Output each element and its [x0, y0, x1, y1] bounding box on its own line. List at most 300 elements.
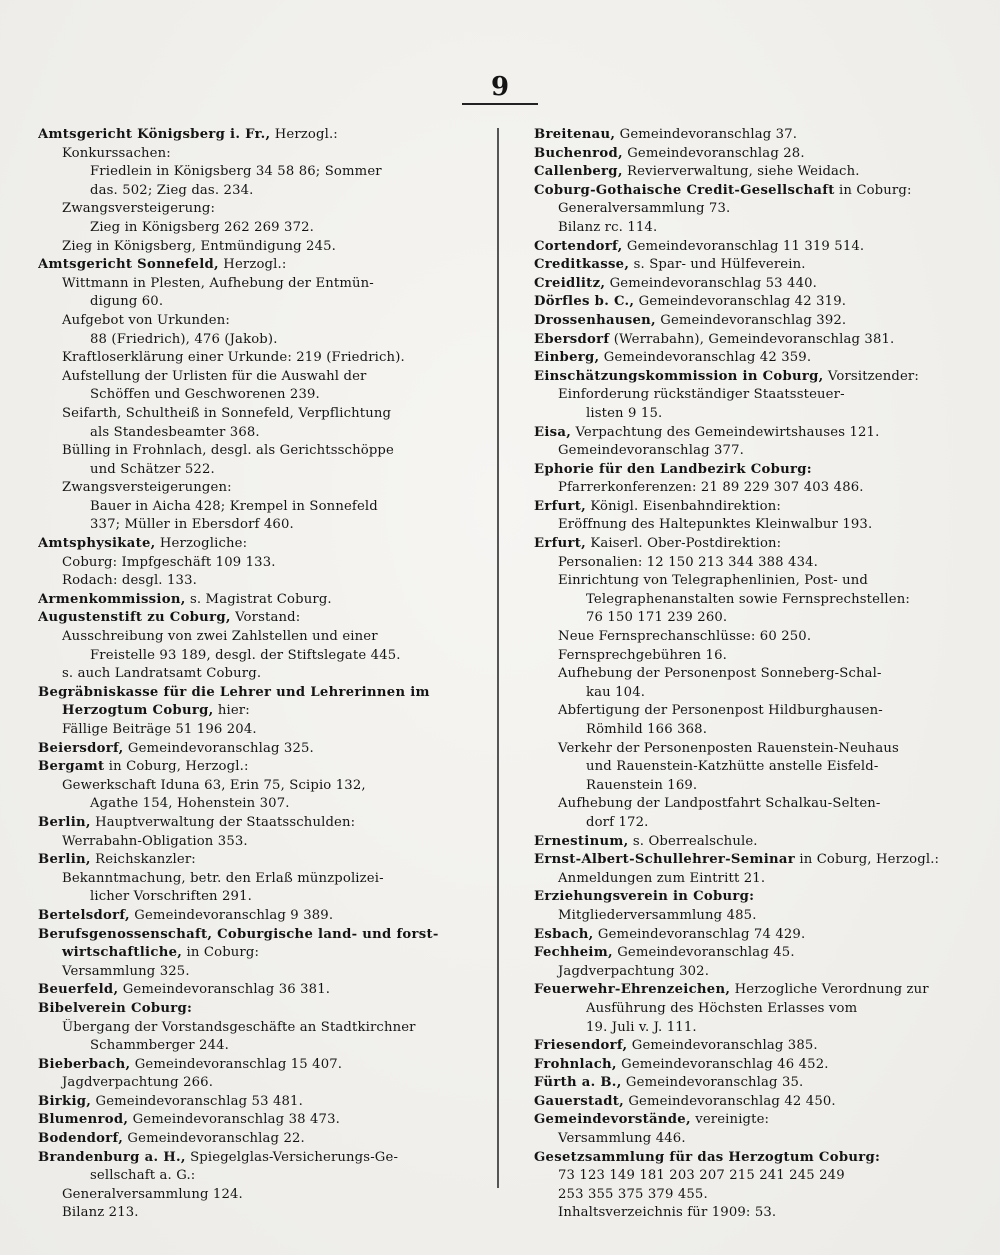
entry-text: Zieg in Königsberg, Entmündigung 245.	[62, 238, 337, 254]
entry-line	[38, 145, 468, 164]
entry-line	[38, 349, 468, 368]
entry-line	[534, 1186, 964, 1205]
entry-line	[38, 1019, 468, 1038]
entry-line	[38, 516, 468, 535]
entry-text: in Coburg, Herzogl.:	[104, 759, 249, 775]
entry-text: als Standesbeamter 368.	[90, 424, 260, 440]
index-entry	[38, 926, 468, 982]
entry-line	[38, 1186, 468, 1205]
index-entry	[38, 609, 468, 683]
entry-text: Zwangsversteigerung:	[62, 201, 216, 217]
index-entry	[38, 1000, 468, 1056]
index-entry	[534, 424, 964, 461]
entry-text: Werrabahn-Obligation 353.	[62, 833, 248, 849]
entry-line	[38, 647, 468, 666]
entry-text: Herzogl.:	[218, 257, 287, 273]
entry-text: Generalversammlung 73.	[558, 201, 731, 217]
page-number: 9	[490, 72, 510, 102]
entry-heading: Bibelverein Coburg:	[38, 1000, 193, 1016]
entry-text: Versammlung 446.	[558, 1131, 686, 1147]
entry-text: Anmeldungen zum Eintritt 21.	[558, 870, 766, 886]
entry-line	[38, 126, 468, 145]
entry-text: Inhaltsverzeichnis für 1909: 53.	[558, 1205, 777, 1221]
entry-line	[38, 405, 468, 424]
entry-line	[534, 814, 964, 833]
entry-heading: Augustenstift zu Coburg,	[38, 610, 231, 626]
index-entry	[534, 888, 964, 925]
entry-line	[534, 498, 964, 517]
entry-text: Gemeindevoranschlag 28.	[622, 145, 805, 161]
entry-text: Rauenstein 169.	[586, 777, 698, 793]
entry-text: Gemeindevoranschlag 392.	[655, 312, 847, 328]
entry-text: und Rauenstein-Katzhütte anstelle Eisfeld-	[586, 759, 879, 775]
entry-text: s. Oberrealschule.	[628, 833, 758, 849]
entry-text: Gemeindevoranschlag 11 319 514.	[622, 238, 865, 254]
entry-line	[38, 424, 468, 443]
entry-text: Gemeindevoranschlag 37.	[615, 127, 798, 142]
entry-heading: Begräbniskasse für die Lehrer und Lehrerinnen im	[38, 684, 430, 700]
entry-heading: Ernestinum,	[534, 833, 629, 849]
entry-text: kau 104.	[586, 684, 646, 700]
entry-text: Personalien: 12 150 213 344 388 434.	[558, 554, 819, 570]
entry-line	[534, 665, 964, 684]
entry-text: Bauer in Aicha 428; Krempel in Sonnefeld	[90, 498, 378, 514]
entry-heading: Fechheim,	[534, 945, 613, 961]
entry-text: sellschaft a. G.:	[90, 1168, 196, 1184]
entry-line	[38, 293, 468, 312]
entry-line	[534, 256, 964, 275]
entry-heading: Gesetzsammlung für das Herzogtum Coburg:	[534, 1149, 881, 1165]
entry-heading: Breitenau,	[534, 127, 616, 142]
entry-heading: Erziehungsverein in Coburg:	[534, 889, 755, 905]
entry-line	[38, 758, 468, 777]
entry-text: Gemeindevoranschlag 15 407.	[130, 1056, 343, 1072]
entry-heading: Bertelsdorf,	[38, 907, 130, 923]
entry-line	[534, 312, 964, 331]
index-entry	[534, 349, 964, 368]
entry-line	[38, 163, 468, 182]
entry-line	[38, 907, 468, 926]
entry-line	[38, 200, 468, 219]
index-entry	[534, 182, 964, 238]
entry-text: das. 502; Zieg das. 234.	[90, 182, 254, 198]
entry-line	[534, 777, 964, 796]
entry-line	[534, 572, 964, 591]
entry-heading: Callenberg,	[534, 164, 623, 180]
entry-text: Gemeindevoranschlag 45.	[612, 945, 795, 961]
entry-heading: Birkig,	[38, 1093, 92, 1109]
entry-line	[534, 1167, 964, 1186]
entry-line	[534, 1130, 964, 1149]
entry-text: dorf 172.	[586, 814, 649, 830]
entry-text: Kaiserl. Ober-Postdirektion:	[586, 536, 782, 552]
entry-line	[38, 1111, 468, 1130]
entry-line	[534, 238, 964, 257]
entry-line	[534, 1149, 964, 1168]
entry-text: Eröffnung des Haltepunktes Kleinwalbur 193.	[558, 517, 873, 533]
index-entry	[534, 461, 964, 498]
index-entry	[38, 591, 468, 610]
entry-text: Zwangsversteigerungen:	[62, 480, 232, 496]
entry-line	[38, 572, 468, 591]
index-entry	[534, 1056, 964, 1075]
entry-heading: Berlin,	[38, 814, 91, 830]
entry-line	[534, 609, 964, 628]
entry-line	[534, 981, 964, 1000]
entry-heading: Blumenrod,	[38, 1112, 129, 1128]
entry-line	[534, 628, 964, 647]
entry-line	[38, 1167, 468, 1186]
entry-line	[38, 1093, 468, 1112]
entry-text: s. Magistrat Coburg.	[185, 591, 332, 607]
entry-heading-continuation: wirtschaftliche,	[62, 945, 183, 961]
entry-line	[534, 331, 964, 350]
entry-text: Mitgliederversammlung 485.	[558, 907, 757, 923]
entry-heading: Friesendorf,	[534, 1038, 628, 1054]
entry-text: Bilanz 213.	[62, 1205, 139, 1221]
entry-heading: Ephorie für den Landbezirk Coburg:	[534, 461, 812, 477]
entry-text: in Coburg:	[182, 945, 260, 961]
entry-heading: Bodendorf,	[38, 1131, 124, 1147]
entry-line	[534, 461, 964, 480]
entry-line	[534, 963, 964, 982]
index-entry	[38, 1093, 468, 1112]
entry-text: (Werrabahn), Gemeindevoranschlag 381.	[609, 331, 895, 347]
entry-line	[38, 1037, 468, 1056]
entry-line	[38, 1000, 468, 1019]
entry-line	[38, 535, 468, 554]
entry-line	[534, 702, 964, 721]
entry-line	[38, 256, 468, 275]
entry-heading: Cortendorf,	[534, 238, 623, 254]
entry-heading: Feuerwehr-Ehrenzeichen,	[534, 982, 731, 998]
entry-heading: Amtsgericht Königsberg i. Fr.,	[38, 127, 271, 142]
entry-heading: Amtsgericht Sonnefeld,	[38, 257, 219, 273]
entry-text: Aufhebung der Personenpost Sonneberg-Schal-	[558, 666, 882, 682]
entry-text: Gemeindevoranschlag 74 429.	[593, 926, 806, 942]
entry-heading: Berlin,	[38, 852, 91, 868]
entry-text: Aufhebung der Landpostfahrt Schalkau-Selten-	[558, 796, 881, 812]
entry-line	[534, 405, 964, 424]
index-entry	[38, 758, 468, 814]
entry-text: Gemeindevoranschlag 53 440.	[605, 275, 818, 291]
entry-line	[38, 851, 468, 870]
entry-heading: Creidlitz,	[534, 275, 606, 291]
index-entry	[534, 833, 964, 852]
index-entry	[534, 368, 964, 424]
entry-line	[534, 944, 964, 963]
entry-text: Neue Fernsprechanschlüsse: 60 250.	[558, 629, 812, 645]
index-entry	[534, 498, 964, 535]
index-entry	[38, 851, 468, 907]
entry-text: Zieg in Königsberg 262 269 372.	[90, 219, 315, 235]
entry-line	[38, 442, 468, 461]
entry-line	[534, 293, 964, 312]
entry-line	[534, 126, 964, 145]
entry-text: Gemeindevoranschlag 53 481.	[91, 1093, 303, 1109]
index-entry	[534, 1149, 964, 1223]
entry-text: Coburg: Impfgeschäft 109 133.	[62, 554, 276, 570]
entry-text: Schammberger 244.	[90, 1038, 229, 1054]
entry-heading-continuation: Herzogtum Coburg,	[62, 703, 214, 719]
entry-text: 337; Müller in Ebersdorf 460.	[90, 517, 294, 533]
index-entry	[534, 238, 964, 257]
entry-text: 88 (Friedrich), 476 (Jakob).	[90, 331, 278, 347]
entry-line	[38, 498, 468, 517]
entry-line	[38, 814, 468, 833]
entry-text: Vorsitzender:	[823, 368, 919, 384]
entry-text: Schöffen und Geschworenen 239.	[90, 387, 320, 403]
entry-line	[534, 1037, 964, 1056]
index-entry	[38, 981, 468, 1000]
index-entry	[38, 814, 468, 851]
index-entry	[534, 293, 964, 312]
entry-line	[38, 888, 468, 907]
entry-line	[534, 368, 964, 387]
entry-text: Fernsprechgebühren 16.	[558, 647, 727, 663]
entry-line	[38, 219, 468, 238]
entry-line	[38, 554, 468, 573]
entry-text: Verpachtung des Gemeindewirtshauses 121.	[571, 424, 880, 440]
entry-heading: Armenkommission,	[38, 591, 186, 607]
entry-text: in Coburg, Herzogl.:	[795, 852, 940, 868]
entry-line	[534, 275, 964, 294]
entry-line	[38, 944, 468, 963]
entry-text: Herzogliche Verordnung zur	[730, 982, 929, 998]
entry-heading: Bieberbach,	[38, 1056, 131, 1072]
index-entry	[38, 535, 468, 591]
entry-line	[534, 145, 964, 164]
entry-line	[38, 386, 468, 405]
entry-text: digung 60.	[90, 294, 164, 310]
entry-text: Agathe 154, Hohenstein 307.	[90, 796, 290, 812]
entry-line	[38, 461, 468, 480]
entry-text: Revierverwaltung, siehe Weidach.	[622, 164, 860, 180]
entry-line	[534, 424, 964, 443]
entry-line	[38, 740, 468, 759]
entry-text: Aufstellung der Urlisten für die Auswahl der	[62, 368, 367, 384]
entry-line	[534, 1000, 964, 1019]
entry-text: Königl. Eisenbahndirektion:	[586, 498, 781, 514]
entry-heading: Erfurt,	[534, 536, 586, 552]
entry-heading: Beiersdorf,	[38, 740, 124, 756]
entry-text: hier:	[213, 703, 250, 719]
entry-heading: Ebersdorf	[534, 331, 610, 347]
entry-line	[38, 238, 468, 257]
entry-heading: Esbach,	[534, 926, 594, 942]
entry-line	[38, 665, 468, 684]
entry-heading: Fürth a. B.,	[534, 1075, 622, 1091]
entry-line	[38, 312, 468, 331]
entry-text: Gemeindevoranschlag 42 450.	[624, 1093, 836, 1109]
entry-text: Abfertigung der Personenpost Hildburghausen-	[558, 703, 883, 719]
index-entry	[38, 1149, 468, 1223]
entry-text: Friedlein in Königsberg 34 58 86; Sommer	[90, 164, 382, 180]
index-entry	[534, 926, 964, 945]
entry-text: Reichskanzler:	[90, 852, 196, 868]
entry-line	[534, 516, 964, 535]
entry-line	[534, 163, 964, 182]
index-entry	[38, 1111, 468, 1130]
entry-text: Kraftloserklärung einer Urkunde: 219 (Friedrich).	[62, 350, 405, 366]
entry-line	[534, 740, 964, 759]
entry-text: Gemeindevoranschlag 377.	[558, 443, 744, 459]
entry-line	[534, 758, 964, 777]
entry-heading: Gemeindevorstände,	[534, 1112, 691, 1128]
entry-line	[38, 1056, 468, 1075]
entry-line	[38, 1130, 468, 1149]
index-entry	[534, 535, 964, 833]
entry-text: 73 123 149 181 203 207 215 241 245 249	[558, 1168, 845, 1184]
index-entry	[534, 1111, 964, 1148]
entry-text: Rodach: desgl. 133.	[62, 573, 197, 589]
entry-line	[38, 628, 468, 647]
entry-text: Versammlung 325.	[62, 963, 190, 979]
entry-line	[38, 479, 468, 498]
entry-text: 253 355 375 379 455.	[558, 1186, 708, 1202]
entry-text: Hauptverwaltung der Staatsschulden:	[90, 814, 356, 830]
index-entry	[534, 1037, 964, 1056]
entry-heading: Ernst-Albert-Schullehrer-Seminar	[534, 852, 795, 868]
left-column	[38, 126, 468, 1223]
entry-line	[534, 182, 964, 201]
entry-line	[534, 386, 964, 405]
entry-text: Jagdverpachtung 266.	[62, 1075, 214, 1091]
entry-text: Gemeindevoranschlag 42 359.	[599, 350, 812, 366]
index-entry	[534, 126, 964, 145]
entry-text: Gemeindevoranschlag 42 319.	[634, 294, 847, 310]
entry-text: listen 9 15.	[586, 405, 663, 421]
entry-line	[534, 888, 964, 907]
entry-text: Gemeindevoranschlag 36 381.	[118, 982, 331, 998]
entry-heading: Coburg-Gothaische Credit-Gesellschaft	[534, 182, 835, 198]
entry-text: Gemeindevoranschlag 9 389.	[129, 907, 334, 923]
entry-line	[38, 721, 468, 740]
index-entry	[38, 126, 468, 256]
entry-text: Aufgebot von Urkunden:	[62, 312, 230, 328]
entry-line	[38, 777, 468, 796]
entry-heading: Beuerfeld,	[38, 982, 119, 998]
entry-line	[534, 1074, 964, 1093]
entry-line	[38, 684, 468, 703]
entry-text: Bilanz rc. 114.	[558, 219, 658, 235]
entry-text: Übergang der Vorstandsgeschäfte an Stadtkirchner	[62, 1019, 416, 1035]
entry-text: Einforderung rückständiger Staatssteuer-	[558, 387, 845, 403]
index-entry	[534, 851, 964, 888]
entry-line	[534, 554, 964, 573]
entry-heading: Bergamt	[38, 759, 105, 775]
entry-line	[534, 591, 964, 610]
entry-line	[534, 833, 964, 852]
entry-text: vereinigte:	[690, 1112, 770, 1128]
entry-line	[38, 926, 468, 945]
entry-heading: Erfurt,	[534, 498, 586, 514]
entry-text: Vorstand:	[230, 610, 301, 626]
entry-text: s. Spar- und Hülfeverein.	[629, 257, 806, 273]
entry-heading: Frohnlach,	[534, 1056, 617, 1072]
index-entry	[38, 256, 468, 535]
entry-line	[534, 907, 964, 926]
index-entry	[534, 981, 964, 1037]
entry-text: Gemeindevoranschlag 35.	[621, 1075, 804, 1091]
entry-text: Gemeindevoranschlag 38 473.	[128, 1112, 340, 1128]
entry-text: Fällige Beiträge 51 196 204.	[62, 722, 257, 737]
entry-heading: Eisa,	[534, 424, 572, 440]
entry-line	[38, 182, 468, 201]
entry-heading: Creditkasse,	[534, 257, 630, 273]
entry-line	[534, 442, 964, 461]
entry-line	[38, 702, 468, 721]
index-entry	[534, 944, 964, 981]
entry-line	[534, 1111, 964, 1130]
entry-heading: Einschätzungskommission in Coburg,	[534, 368, 824, 384]
entry-heading: Einberg,	[534, 350, 600, 366]
column-divider	[497, 128, 499, 1188]
entry-text: Wittmann in Plesten, Aufhebung der Entmün-	[62, 275, 374, 291]
entry-line	[38, 795, 468, 814]
index-entry	[534, 1074, 964, 1093]
entry-line	[38, 275, 468, 294]
entry-text: Herzogl.:	[270, 127, 338, 142]
entry-line	[38, 870, 468, 889]
index-entry	[534, 331, 964, 350]
entry-line	[534, 1019, 964, 1038]
index-entry	[38, 684, 468, 740]
entry-line	[534, 1204, 964, 1223]
entry-text: s. auch Landratsamt Coburg.	[62, 666, 262, 682]
entry-text: Römhild 166 368.	[586, 722, 708, 737]
index-entry	[534, 275, 964, 294]
entry-text: Herzogliche:	[155, 536, 248, 552]
page-number-underline	[462, 103, 538, 105]
entry-line	[38, 833, 468, 852]
entry-text: Generalversammlung 124.	[62, 1186, 243, 1202]
entry-line	[534, 349, 964, 368]
entry-line	[38, 981, 468, 1000]
entry-text: Jagdverpachtung 302.	[558, 963, 710, 979]
entry-text: Telegraphenanstalten sowie Fernsprechstellen:	[586, 591, 910, 607]
entry-line	[38, 368, 468, 387]
entry-text: Spiegelglas-Versicherungs-Ge-	[185, 1149, 399, 1165]
entry-line	[534, 535, 964, 554]
entry-line	[38, 591, 468, 610]
entry-text: Gemeindevoranschlag 385.	[627, 1038, 818, 1054]
index-entry	[38, 740, 468, 759]
entry-text: in Coburg:	[834, 182, 912, 198]
index-entry	[534, 312, 964, 331]
index-entry	[38, 1056, 468, 1093]
entry-line	[534, 926, 964, 945]
entry-text: Seifarth, Schultheiß in Sonnefeld, Verpflichtung	[62, 405, 392, 421]
entry-text: Ausschreibung von zwei Zahlstellen und einer	[62, 629, 378, 645]
entry-line	[534, 721, 964, 740]
entry-text: Pfarrerkonferenzen: 21 89 229 307 403 486.	[558, 480, 864, 496]
entry-text: Gewerkschaft Iduna 63, Erin 75, Scipio 132,	[62, 777, 366, 793]
entry-heading: Drossenhausen,	[534, 312, 656, 328]
entry-text: Ausführung des Höchsten Erlasses vom	[586, 1000, 858, 1016]
entry-line	[534, 851, 964, 870]
entry-text: Gemeindevoranschlag 46 452.	[616, 1056, 829, 1072]
entry-line	[38, 1074, 468, 1093]
entry-text: Gemeindevoranschlag 325.	[123, 740, 314, 756]
index-entry	[534, 145, 964, 164]
entry-line	[534, 479, 964, 498]
index-entry	[534, 163, 964, 182]
entry-line	[38, 331, 468, 350]
entry-text: licher Vorschriften 291.	[90, 889, 252, 905]
entry-line	[534, 870, 964, 889]
entry-text: Gemeindevoranschlag 22.	[123, 1131, 305, 1147]
